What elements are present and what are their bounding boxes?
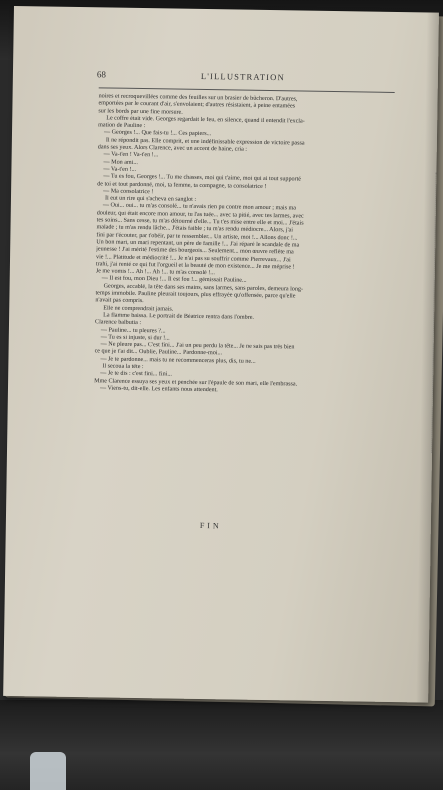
text-line: — Mon ami... <box>103 159 138 166</box>
text-line: douleur, qui était encore mon amour, tu l'as tuée... avec ta pitié, avec tes larmes, avec <box>96 210 304 220</box>
text-line: Le coffre était vide. Georges regardait le feu, en silence, quand il entendit l'excla- <box>106 115 305 125</box>
text-line: malade ; tu m'as rendu lâche... J'étais faible ; tu m'as rendu médiocre... Alors, j'ai <box>96 224 294 234</box>
end-mark: FIN <box>199 520 222 531</box>
text-line: — Pauline... tu pleures ?... <box>100 326 166 334</box>
text-line: ce que je t'ai dit... Oublie, Pauline... Pardonne-moi... <box>94 348 223 357</box>
running-head: L'ILLUSTRATION <box>200 70 285 83</box>
body-text <box>94 93 397 397</box>
text-line: — Ma consolatrice ! <box>103 188 154 196</box>
desk-object <box>30 752 66 790</box>
text-line: jeunesse ! J'ai mérité l'estime des bourgeois... Seulement... mon œuvre reflète ma <box>96 246 294 256</box>
text-line: — Il est fou, mon Dieu !... Il est fou !... gémissait Pauline... <box>101 275 247 285</box>
text-line: trahi, j'ai renié ce qui fut l'orgueil et la beauté de mon existence... Je me méprise ! <box>95 261 295 271</box>
text-line: — Oui... oui... tu m'as consolé... tu n'avais rien pu contre mon amour ; mais ma <box>102 202 297 212</box>
text-line: dans ses yeux. Alors Clarence, avec un accent de haine, cria : <box>97 144 248 153</box>
document-page <box>3 6 439 703</box>
text-line: La flamme baissa. Le portrait de Béatrice rentra dans l'ombre. <box>103 312 255 321</box>
text-line: Il eut un rire qui s'acheva en sanglot : <box>104 195 197 204</box>
desk-surface <box>0 700 443 790</box>
text-line: fini par t'écouter, par t'obéir, par te ressembler... Un artiste, moi !... Allons donc !... <box>96 231 298 242</box>
text-line: emportées par le courant d'air, s'envolaient; d'autres résistaient, à peine entamées <box>98 100 296 110</box>
text-line: Il ne répondit pas. Elle comprit, et une indéfinissable expression de victoire passa <box>105 137 305 147</box>
text-line: — Va-t'en !... <box>103 166 137 173</box>
page-number: 68 <box>96 69 107 80</box>
text-line: sur les bords par une fine morsure. <box>98 107 183 116</box>
text-line: mation de Pauline : <box>98 122 146 130</box>
text-line: de toi et tout pardonné, moi, ta femme, ta compagne, ta consolatrice ! <box>97 180 267 190</box>
text-line: Elle ne comprendrait jamais. <box>103 305 174 313</box>
text-line: — Va-t'en ! Va-t'en !... <box>103 151 159 159</box>
text-line: noires et recroquevillées comme des feuilles sur un brasier de bûcheron. D'autres, <box>98 93 298 103</box>
text-line: — Tu es fou, Georges !... Tu me chasses, moi qui t'aime, moi qui ai tout supporté <box>103 173 302 183</box>
text-line: tes soins... Sans cesse, tu m'as détourné d'elle... Tu t'es mise entre elle et moi... J'étais <box>96 217 304 227</box>
text-line: Je me vomis !... Ah !... Ah !... tu m'as consolé !... <box>95 268 215 277</box>
text-line: Georges, accablé, la tête dans ses mains, sans larmes, sans paroles, demeura long- <box>103 283 304 293</box>
text-line: temps immobile. Pauline pleurait toujours, plus effrayée qu'offensée, parce qu'elle <box>95 290 296 300</box>
text-line: — Je te pardonne... mais tu ne recommenceras plus, dis, tu ne... <box>100 356 256 365</box>
text-line: — Tu es si injuste, si dur !... <box>100 334 170 342</box>
text-line: — Ne pleure pas... C'est fini... J'ai un peu perdu la tête... Je ne sais pas très bien <box>100 341 295 351</box>
text-line: Clarence balbutia : <box>94 319 142 327</box>
text-line: — Je te dis : c'est fini... fini... <box>100 370 172 378</box>
text-line: Mme Clarence essuya ses yeux et penchée sur l'épaule de son mari, elle l'embrassa. <box>94 377 298 388</box>
text-line: n'avait pas compris. <box>95 297 144 305</box>
text-line: — Viens-tu, dit-elle. Les enfants nous attendent. <box>99 385 218 394</box>
text-line: Il secoua la tête : <box>102 363 144 371</box>
text-line: vie !... Platitude et médiocrité !... Je n'ai pas su souffrir comme Pierrevaux... J'ai <box>96 253 291 263</box>
text-line: Un bon mari, un mari repentant, un père de famille !... J'ai réparé le scandale de ma <box>96 239 300 249</box>
text-line: — Georges !... Que fais-tu !... Ces papiers... <box>103 129 212 138</box>
